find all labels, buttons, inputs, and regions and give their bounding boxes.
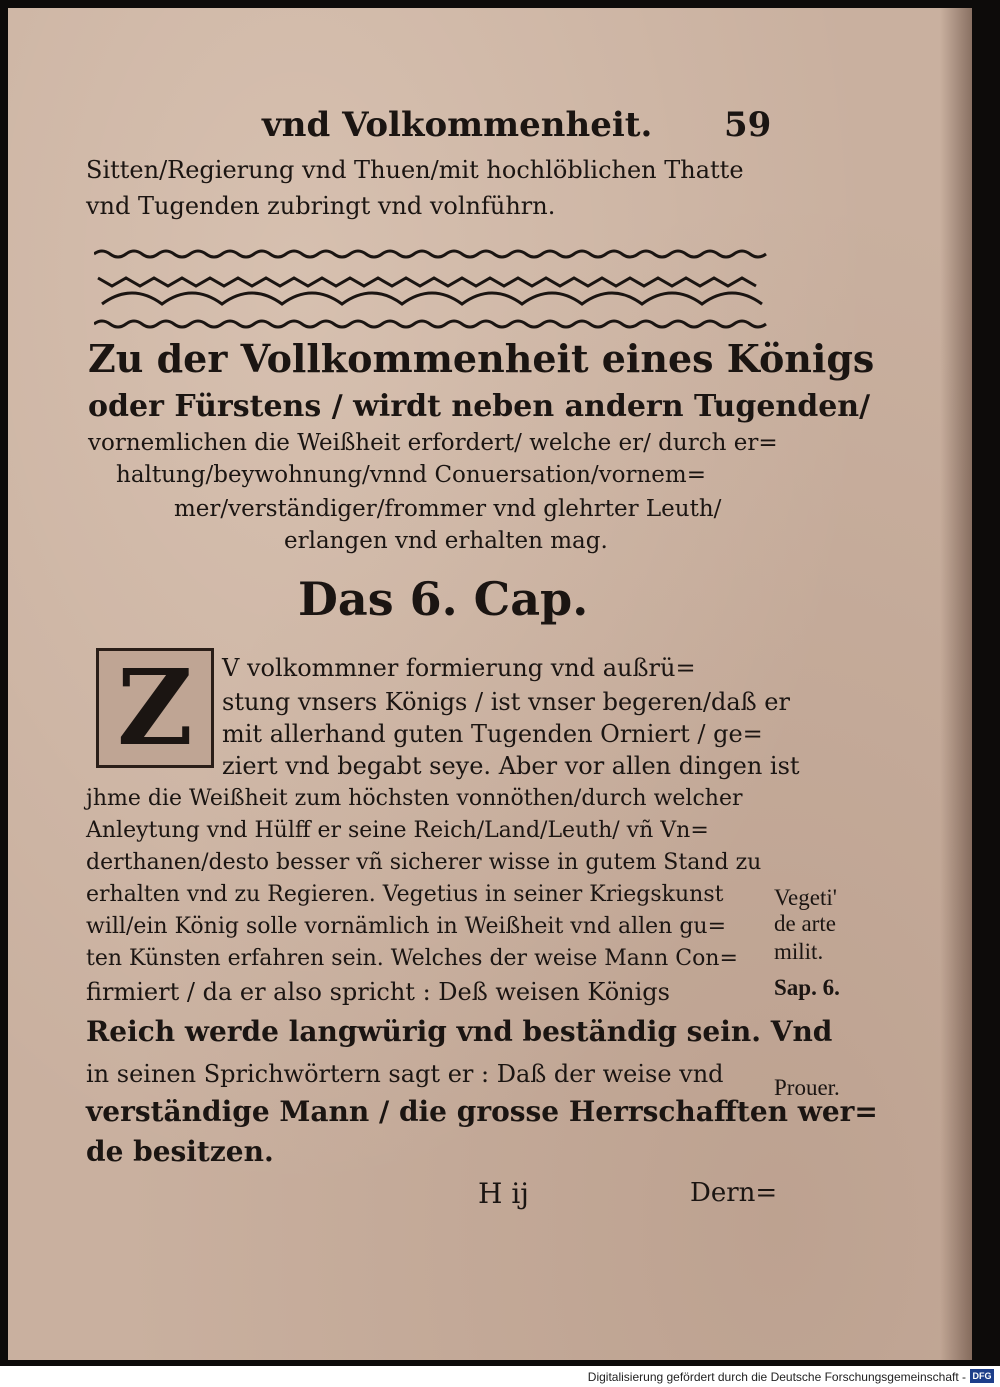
body-line: Anleytung vnd Hülff er seine Reich/Land/Leuth/ vñ Vn=: [86, 818, 709, 843]
body-line: jhme die Weißheit zum höchsten vonnöthen/durch welcher: [86, 786, 743, 811]
heading-line: erlangen vnd erhalten mag.: [284, 528, 608, 554]
book-page: [8, 8, 972, 1360]
running-head: vnd Volkommenheit.: [262, 105, 653, 145]
intro-line: Sitten/Regierung vnd Thuen/mit hochlöblichen Thatte: [86, 156, 744, 184]
funding-credit: Digitalisierung gefördert durch die Deutsche Forschungsgemeinschaft -: [587, 1370, 966, 1384]
ornamental-border: [94, 248, 770, 330]
margin-note: Sap. 6.: [774, 975, 840, 1000]
margin-note: milit.: [774, 939, 824, 964]
body-line: mit allerhand guten Tugenden Orniert / ge=: [222, 720, 763, 748]
signature-mark: H ij: [478, 1177, 529, 1210]
heading-line: vornemlichen die Weißheit erfordert/ welche er/ durch er=: [88, 430, 778, 456]
heading-line: oder Fürstens / wirdt neben andern Tugenden/: [88, 389, 871, 424]
body-line: will/ein König solle vornämlich in Weißheit vnd allen gu=: [86, 914, 727, 939]
margin-note: Vegeti': [774, 885, 837, 910]
body-line: de besitzen.: [86, 1135, 274, 1168]
page-edge-shadow: [940, 8, 972, 1360]
margin-note: Prouer.: [774, 1075, 840, 1100]
heading-line: haltung/beywohnung/vnnd Conuersation/vornem=: [116, 462, 707, 488]
body-line: derthanen/desto besser vñ sicherer wisse in gutem Stand zu: [86, 850, 762, 875]
body-line: ziert vnd begabt seye. Aber vor allen dingen ist: [222, 752, 800, 780]
body-line: erhalten vnd zu Regieren. Vegetius in seiner Kriegskunst: [86, 882, 724, 907]
body-line: in seinen Sprichwörtern sagt er : Daß der weise vnd: [86, 1060, 724, 1088]
heading-line: Zu der Vollkommenheit eines Königs: [88, 336, 875, 381]
body-line: verständige Mann / die grosse Herrschafften wer=: [86, 1095, 878, 1128]
body-line: V volkommner formierung vnd außrü=: [222, 654, 696, 682]
catchword: Dern=: [690, 1178, 778, 1208]
margin-note: de arte: [774, 911, 836, 936]
dfg-logo: DFG: [970, 1369, 994, 1383]
chapter-title: Das 6. Cap.: [298, 572, 589, 626]
body-line: Reich werde langwürig vnd beständig sein. Vnd: [86, 1015, 833, 1048]
body-line: firmiert / da er also spricht : Deß weisen Königs: [86, 978, 670, 1006]
body-line: stung vnsers Königs / ist vnser begeren/daß er: [222, 688, 790, 716]
initial-letter: Z: [117, 646, 193, 769]
page-number: 59: [724, 105, 772, 145]
body-line: ten Künsten erfahren sein. Welches der weise Mann Con=: [86, 946, 738, 971]
intro-line: vnd Tugenden zubringt vnd volnführn.: [86, 192, 556, 220]
heading-line: mer/verständiger/frommer vnd glehrter Leuth/: [174, 496, 722, 522]
decorated-initial: [96, 648, 214, 768]
footer-bar: [0, 1366, 1000, 1387]
